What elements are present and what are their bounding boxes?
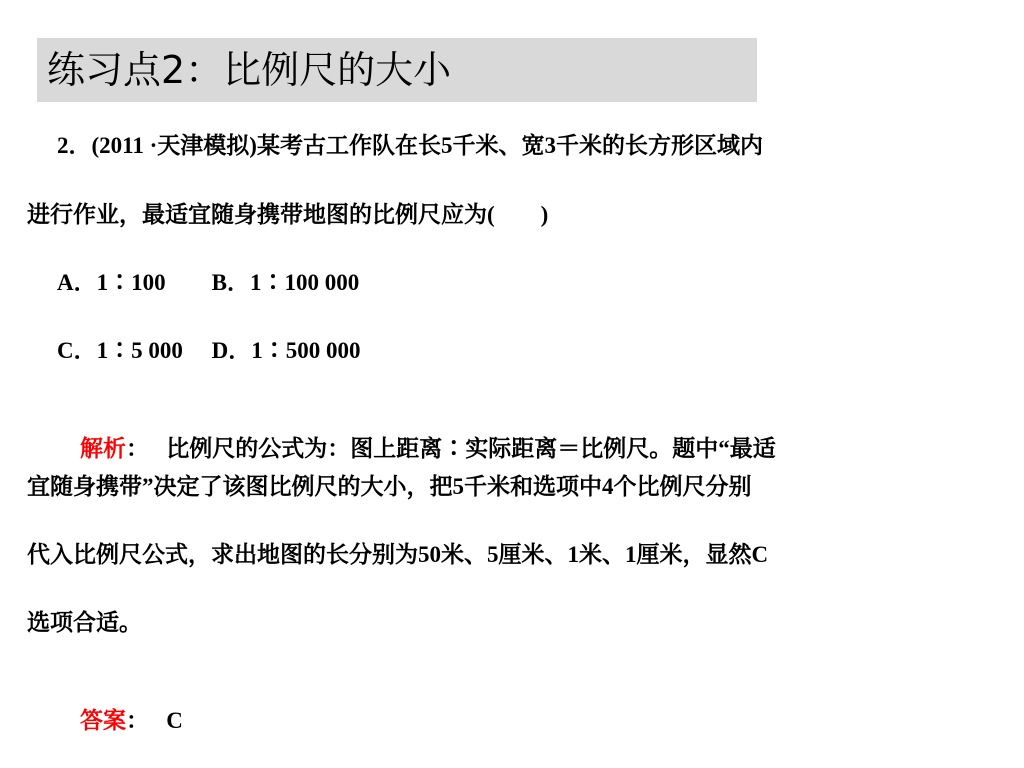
options-row-1: A．1∶100 B．1∶100 000	[57, 270, 360, 295]
answer-line	[57, 676, 183, 766]
slide-title: 练习点2：比例尺的大小	[47, 48, 452, 92]
answer-colon: ：	[126, 708, 138, 733]
question-line-2: 进行作业，最适宜随身携带地图的比例尺应为( )	[27, 202, 549, 227]
analysis-line-3: 代入比例尺公式，求出地图的长分别为50米、5厘米、1米、1厘米，显然C	[27, 542, 769, 567]
title-bar	[37, 38, 757, 102]
analysis-label: 解析	[80, 436, 126, 461]
analysis-colon: ：	[126, 436, 138, 461]
options-row-2: C．1∶5 000 D．1∶500 000	[57, 338, 361, 363]
answer-label: 答案	[80, 708, 126, 733]
answer-value: C	[137, 708, 183, 733]
analysis-text-1: 比例尺的公式为：图上距离∶实际距离＝比例尺。题中“最适	[137, 436, 776, 461]
analysis-line-2: 宜随身携带”决定了该图比例尺的大小，把5千米和选项中4个比例尺分别	[27, 474, 752, 499]
question-line-1: 2．(2011 ·天津模拟)某考古工作队在长5千米、宽3千米的长方形区域内	[57, 133, 763, 158]
analysis-line-4: 选项合适。	[27, 610, 142, 635]
